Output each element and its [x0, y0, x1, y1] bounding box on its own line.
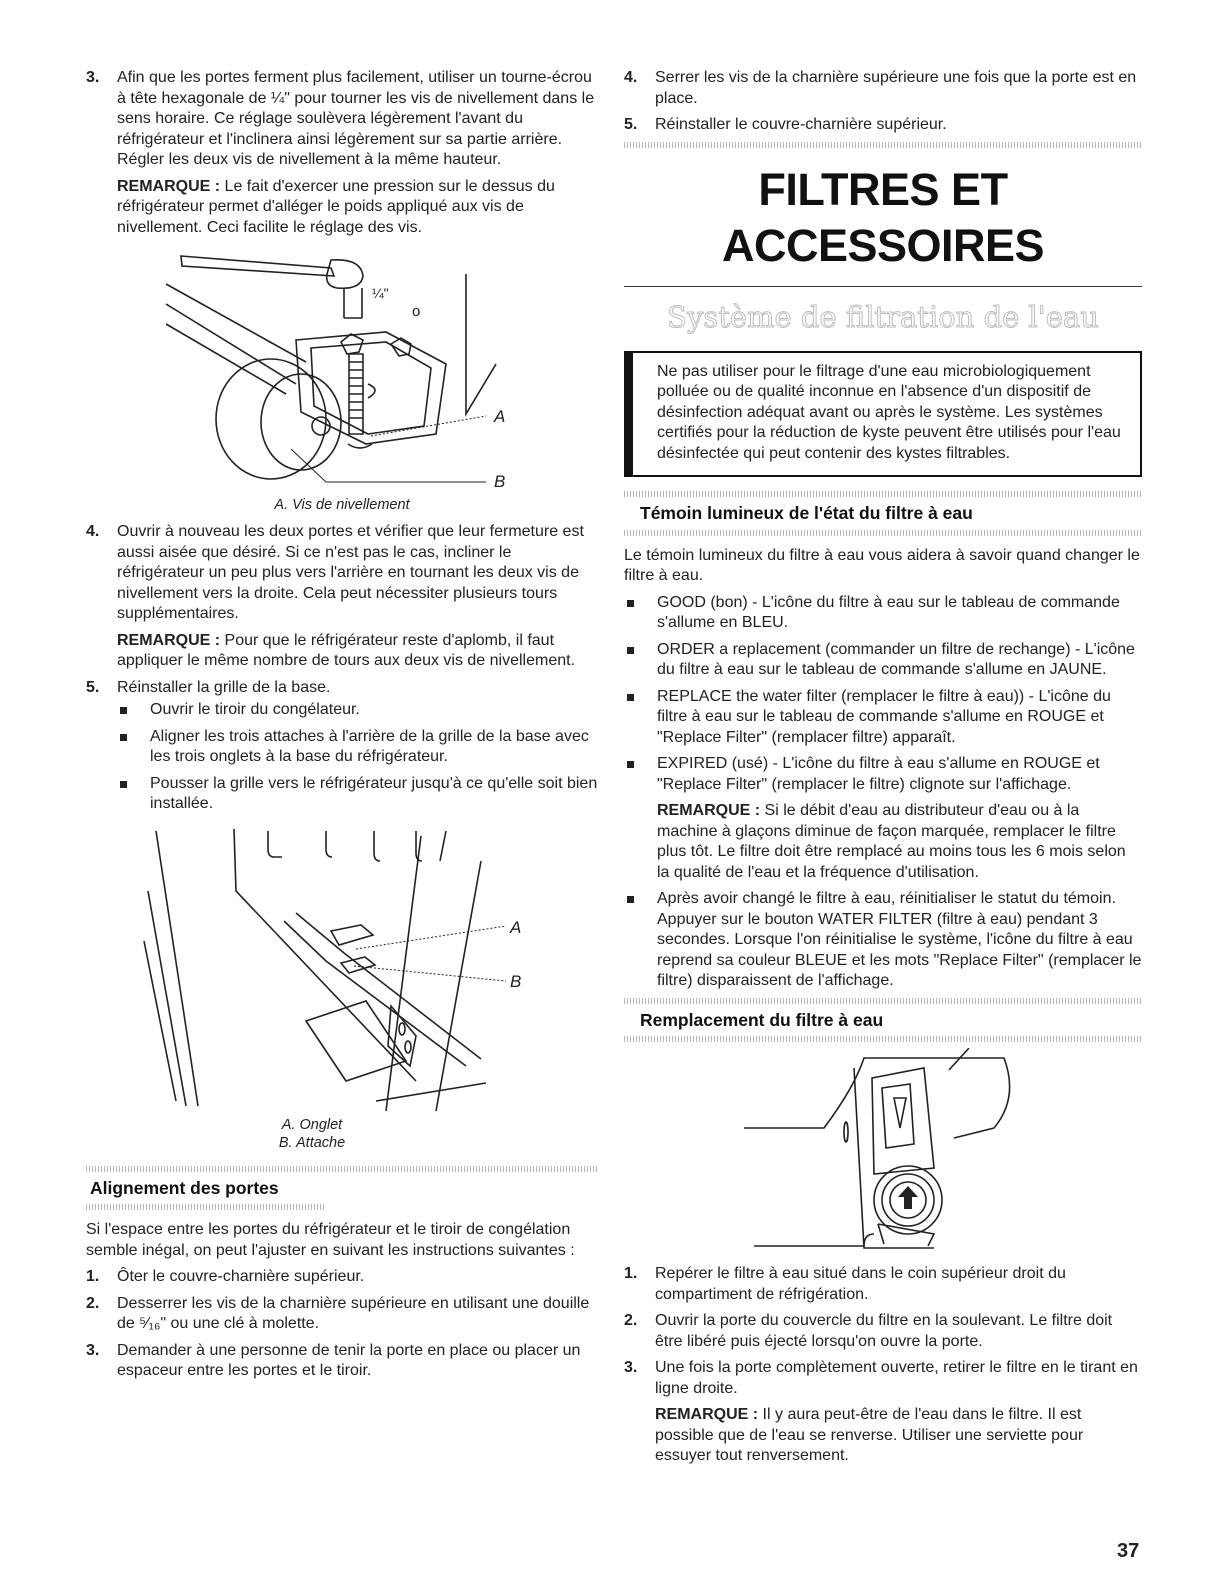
list-item: ORDER a replacement (commander un filtre de rechange) - L'icône du filtre à eau sur le tableau de commande s'allume en JAUNE.	[624, 640, 1142, 681]
warning-box	[624, 351, 1142, 478]
door-alignment-intro: Si l'espace entre les portes du réfrigérateur et le tiroir de congélation semble inégal, on peut l'ajuster en suivant les instructions suivantes :	[86, 1221, 575, 1259]
section-rule	[624, 142, 1142, 148]
step-number: 5.	[86, 678, 100, 696]
right-column	[624, 68, 1142, 1473]
note-text: Il y aura peut-être de l'eau dans le filtre. Il est possible que de l'eau se renverse. Utiliser une serviette pour essuyer tout renversement.	[655, 1406, 1084, 1464]
step-text: Afin que les portes ferment plus facilement, utiliser un tourne-écrou à tête hexagonale de ¼" pour tourner les vis de nivellement dans le sens horaire. Ce réglage soulèvera légèrement l'avant du réfrigérateur et l'inclinera ainsi légèrement sur sa partie arrière. Régler les deux vis de nivellement à la même hauteur.	[117, 69, 595, 168]
list-item: GOOD (bon) - L'icône du filtre à eau sur le tableau de commande s'allume en BLEU.	[624, 593, 1142, 634]
leveling-screw-figure	[86, 244, 598, 516]
note-label: REMARQUE :	[655, 1406, 759, 1423]
water-filter-illustration	[624, 1048, 1142, 1258]
callout-a: A	[510, 917, 522, 937]
replace-heading: Remplacement du filtre à eau	[640, 1009, 884, 1030]
bullet-icon	[624, 593, 657, 634]
bullet-icon	[624, 754, 657, 795]
step-5	[86, 678, 598, 699]
door-step: 3. Demander à une personne de tenir la porte en place ou placer un espaceur entre les portes et le tiroir.	[86, 1341, 581, 1379]
svg-text:o: o	[412, 303, 421, 320]
size-label: ¼"	[372, 285, 389, 301]
page-number: 37	[1117, 1540, 1140, 1562]
figure-caption-b: B. Attache	[278, 1134, 346, 1151]
door-step: 2. Desserrer les vis de la charnière supérieure en utilisant une douille de ⁵⁄₁₆" ou une clé à molette.	[86, 1294, 590, 1332]
replace-step: 2. Ouvrir la porte du couvercle du filtre en la soulevant. Le filtre doit être libéré puis éjecté lorsqu'on ouvre la porte.	[624, 1312, 1113, 1350]
indicator-intro: Le témoin lumineux du filtre à eau vous aidera à savoir quand changer le filtre à eau.	[624, 546, 1140, 584]
bullet-icon	[624, 640, 657, 681]
section-rule	[86, 1204, 326, 1210]
step-text: Ouvrir à nouveau les deux portes et vérifier que leur fermeture est aussi aisée que désiré. Si ce n'est pas le cas, incliner le réfrigérateur un peu plus vers l'arrière en tournant les deux vis de nivellement vers la droite. Cela peut nécessiter plusieurs tours supplémentaires.	[117, 523, 584, 622]
note-label: REMARQUE :	[657, 802, 761, 819]
section-rule	[624, 1036, 1142, 1042]
bullet-icon	[624, 889, 657, 992]
replace-step: 1. Repérer le filtre à eau situé dans le coin supérieur droit du compartiment de réfrigération.	[624, 1265, 1066, 1303]
note-turns	[117, 631, 598, 672]
replace-step: 3. Une fois la porte complètement ouverte, retirer le filtre en le tirant en ligne droite.	[624, 1359, 1138, 1397]
callout-b: B	[510, 971, 522, 991]
section-title: Système de filtration de l'eau	[667, 299, 1099, 334]
list-item: REPLACE the water filter (remplacer le filtre à eau)) - L'icône du filtre à eau sur le tableau de commande s'allume en ROUGE et "Replace Filter" (remplacer filtre) apparaît.	[624, 687, 1142, 749]
base-grille-illustration	[86, 821, 598, 1116]
section-rule	[624, 530, 1142, 536]
bullet-icon	[117, 727, 150, 768]
note-flow	[657, 801, 1142, 883]
note-pressure	[117, 177, 598, 239]
note-text: Pour que le réfrigérateur reste d'aplomb, il faut appliquer le même nombre de tours aux deux vis de nivellement.	[117, 631, 576, 669]
list-item: Aligner les trois attaches à l'arrière de la grille de la base avec les trois onglets à la base du réfrigérateur.	[117, 727, 598, 768]
note-label: REMARQUE :	[117, 177, 221, 195]
step-number: 3.	[86, 69, 100, 86]
door-alignment-heading: Alignement des portes	[90, 1177, 279, 1198]
door-step: 4. Serrer les vis de la charnière supérieure une fois que la porte est en place.	[624, 69, 1137, 107]
note-water	[655, 1405, 1142, 1467]
indicator-heading: Témoin lumineux de l'état du filtre à eau	[640, 503, 973, 523]
page-title: FILTRES ET ACCESSOIRES	[721, 163, 1045, 271]
figure-caption-a: A. Onglet	[281, 1116, 343, 1133]
step-text: Réinstaller la grille de la base.	[117, 678, 331, 696]
list-item: Après avoir changé le filtre à eau, réinitialiser le statut du témoin. Appuyer sur le bouton WATER FILTER (filtre à eau) pendant 3 secondes. Lorsque l'on réinitialise le système, l'icône du filtre à eau reprend sa couleur BLEUE et les mots "Replace Filter" (remplacer le filtre) disparaissent de l'affichage.	[624, 889, 1142, 992]
door-step: 5. Réinstaller le couvre-charnière supérieur.	[624, 116, 947, 133]
list-item: EXPIRED (usé) - L'icône du filtre à eau s'allume en ROUGE et "Replace Filter" (remplacer le filtre) clignote sur l'affichage.	[624, 754, 1142, 795]
list-item: Ouvrir le tiroir du congélateur.	[117, 700, 598, 721]
left-column	[86, 68, 598, 1388]
door-step: 1. Ôter le couvre-charnière supérieur.	[86, 1268, 365, 1285]
leveling-screw-illustration	[86, 244, 598, 496]
callout-b: B	[494, 472, 506, 491]
step-number: 4.	[86, 523, 100, 540]
callout-a: A	[494, 407, 506, 426]
up-arrow-icon	[898, 1186, 918, 1209]
water-filter-figure	[624, 1048, 1142, 1258]
note-text: Le fait d'exercer une pression sur le dessus du réfrigérateur permet d'alléger le poids appliqué aux vis de nivellement. Ceci facilite le réglage des vis.	[117, 177, 555, 236]
step-3	[86, 68, 598, 171]
note-text: Si le débit d'eau au distributeur d'eau ou à la machine à glaçons diminue de façon marquée, remplacer le filtre plus tôt. Le filtre doit être remplacé au moins tous les 6 mois selon la qualité de l'eau et la fréquence d'utilisation.	[657, 802, 1126, 881]
bullet-icon	[117, 774, 150, 815]
step-4	[86, 522, 598, 625]
bullet-icon	[624, 687, 657, 749]
figure-caption: A. Vis de nivellement	[274, 497, 410, 513]
title-rule	[624, 286, 1142, 287]
bullet-icon	[117, 700, 150, 721]
warning-text: Ne pas utiliser pour le filtrage d'une eau microbiologiquement polluée ou de qualité inconnue en l'absence d'un dispositif de désinfection adéquat avant ou après le système. Les systèmes certifiés pour la réduction de kyste peuvent être utilisés pour l'eau désinfectée qui peut contenir des kystes filtrables.	[657, 362, 1121, 462]
note-label: REMARQUE :	[117, 631, 221, 649]
list-item: Pousser la grille vers le réfrigérateur jusqu'à ce qu'elle soit bien installée.	[117, 774, 598, 815]
base-grille-figure	[86, 821, 598, 1156]
